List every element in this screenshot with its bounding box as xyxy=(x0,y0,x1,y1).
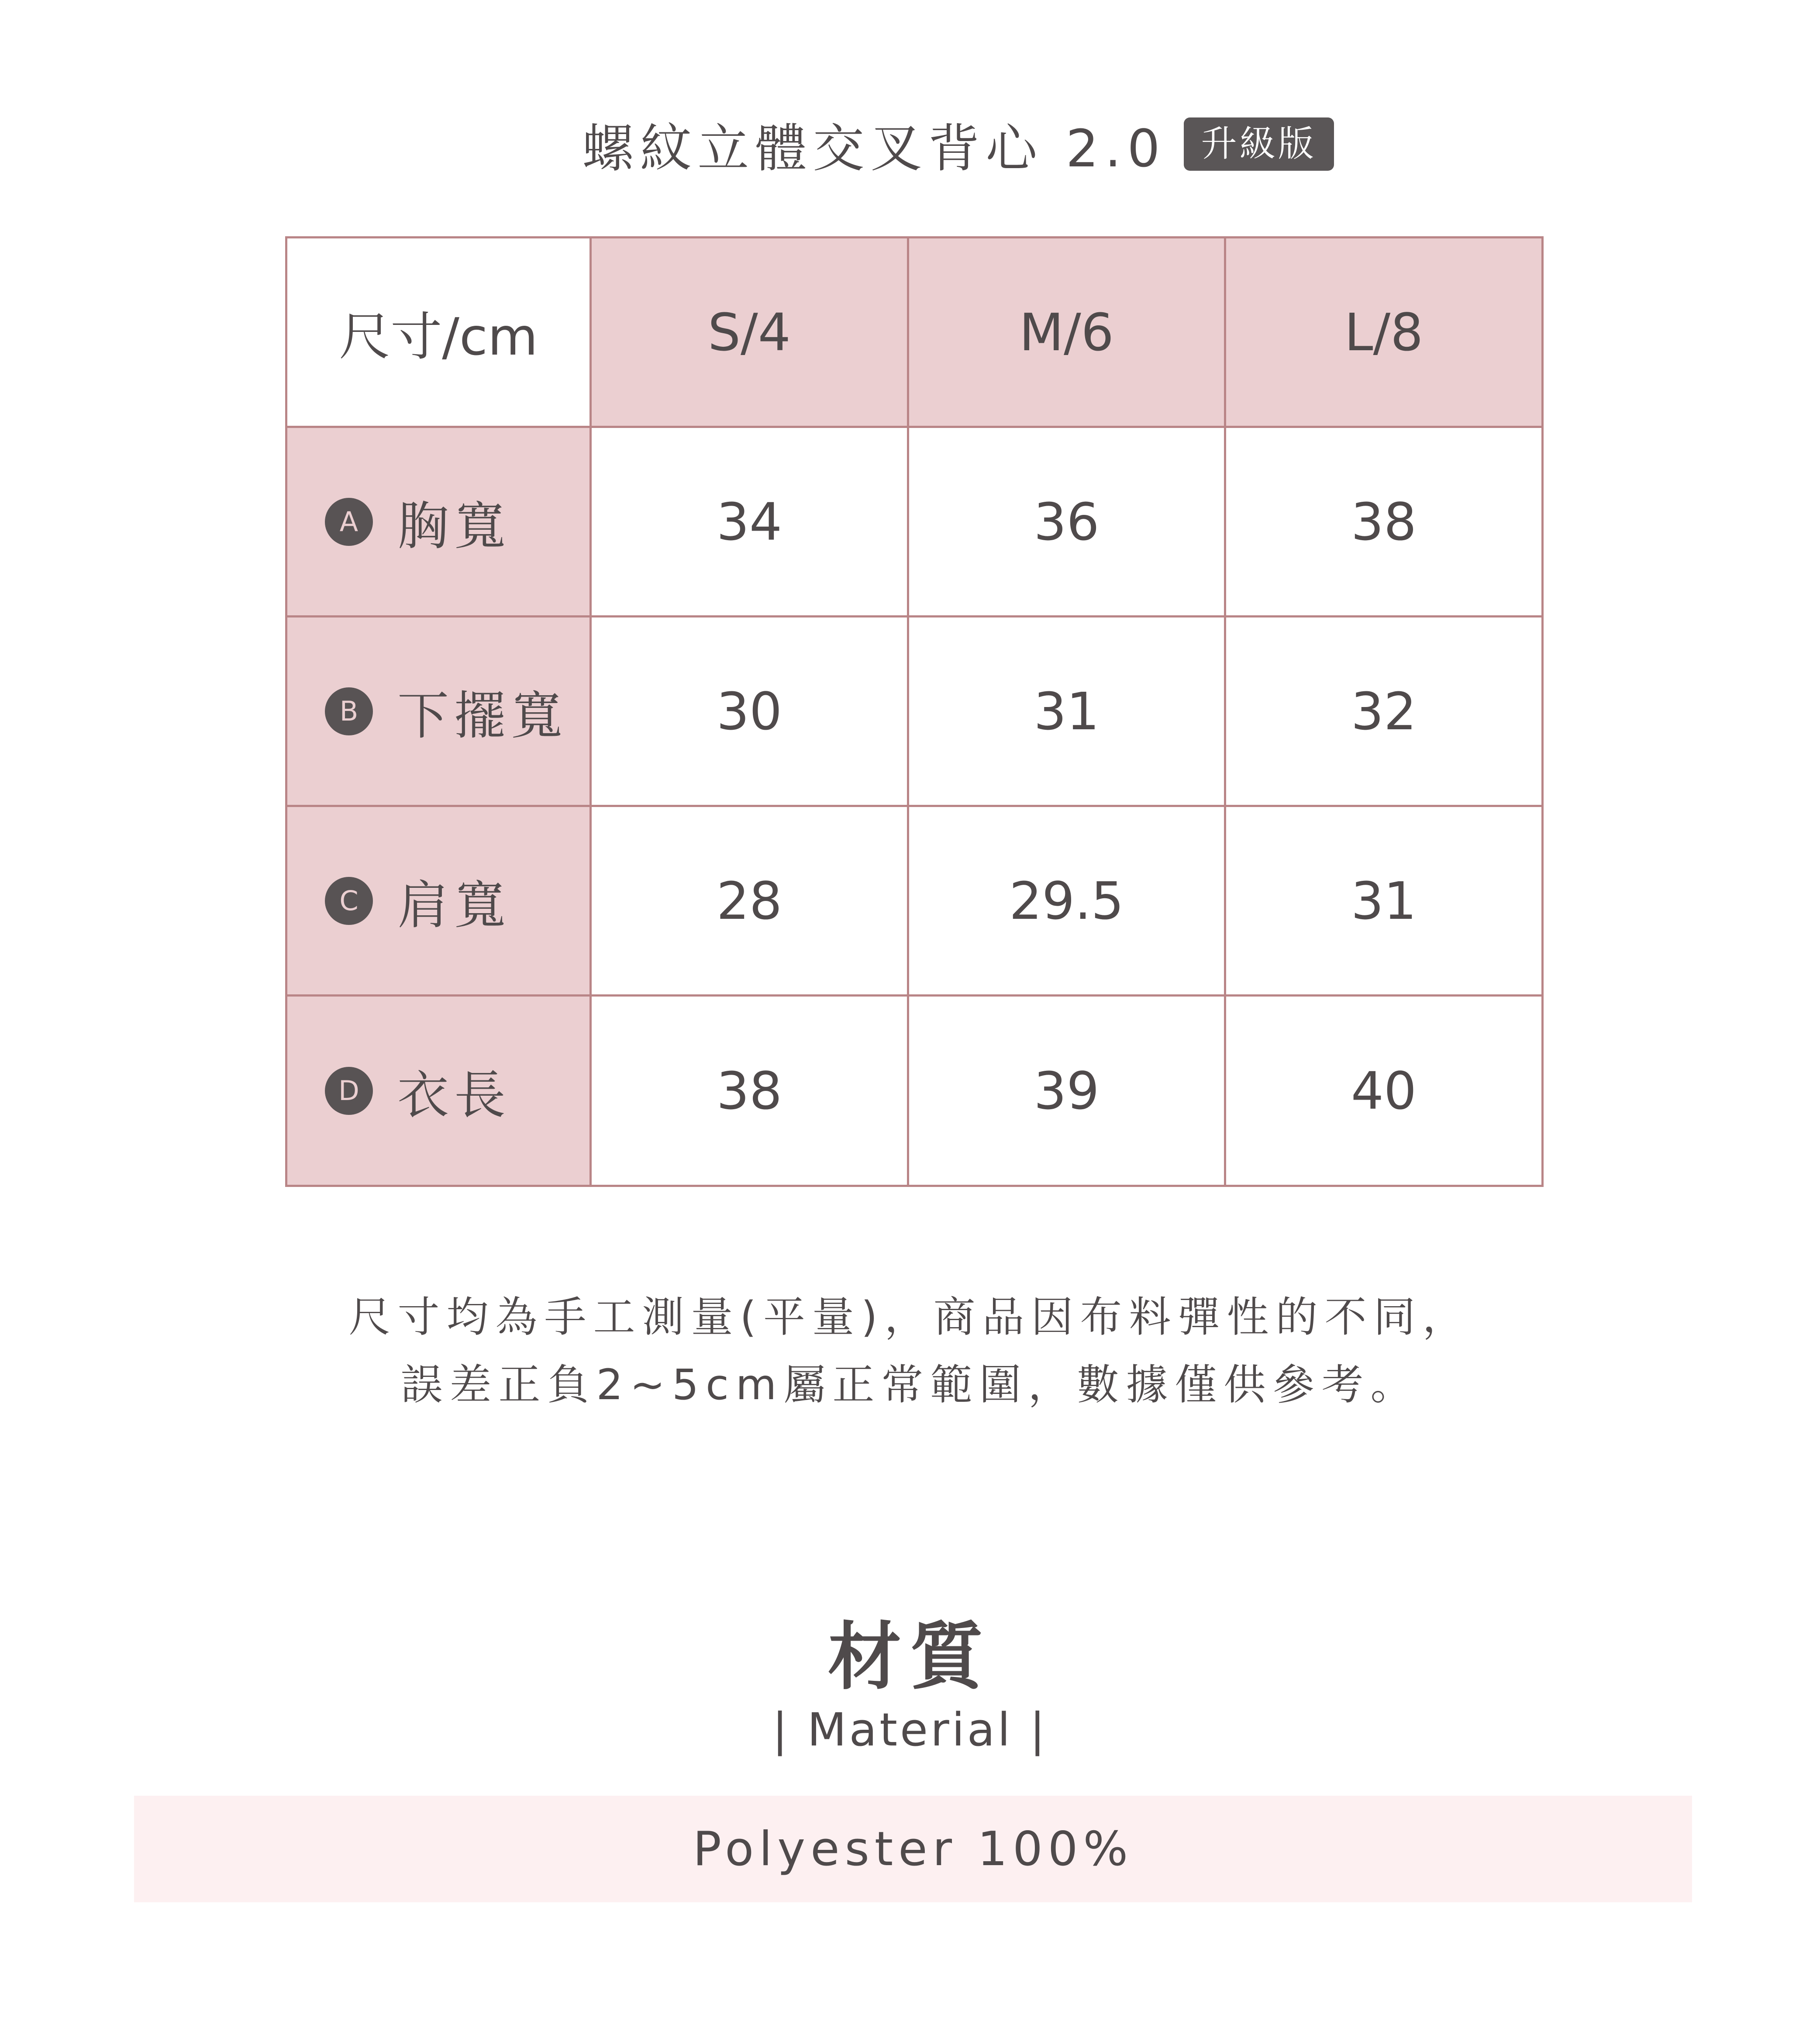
material-band xyxy=(134,1796,1692,1902)
size-column-m: M/6 xyxy=(908,238,1225,427)
material-heading: 材質 xyxy=(828,1614,992,1700)
upgrade-badge: 升級版 xyxy=(1184,117,1334,171)
table-cell: 31 xyxy=(908,617,1225,806)
table-cell: 39 xyxy=(908,996,1225,1186)
size-column-l: L/8 xyxy=(1225,238,1543,427)
table-cell: 40 xyxy=(1225,996,1543,1186)
size-unit-label: 尺寸/cm xyxy=(286,238,591,427)
row-header-chest: A 胸寬 xyxy=(286,427,591,617)
row-header-length: D 衣長 xyxy=(286,996,591,1186)
table-cell: 29.5 xyxy=(908,806,1225,996)
marker-c-icon: C xyxy=(325,877,373,925)
size-column-s: S/4 xyxy=(591,238,908,427)
table-cell: 30 xyxy=(591,617,908,806)
table-row-length xyxy=(286,996,1543,1186)
table-cell: 34 xyxy=(591,427,908,617)
material-subheading: | Material | xyxy=(772,1703,1048,1756)
table-row-hem xyxy=(286,617,1543,806)
table-cell: 31 xyxy=(1225,806,1543,996)
product-title: 螺紋立體交叉背心 2.0 xyxy=(582,118,1166,179)
material-value: Polyester 100% xyxy=(693,1821,1134,1876)
row-header-shoulder: C 肩寬 xyxy=(286,806,591,996)
table-row-chest xyxy=(286,427,1543,617)
measurement-note-line-1: 尺寸均為手工測量(平量)，商品因布料彈性的不同， xyxy=(348,1293,1472,1342)
table-cell: 32 xyxy=(1225,617,1543,806)
table-cell: 36 xyxy=(908,427,1225,617)
product-title-row xyxy=(0,109,1820,179)
table-cell: 38 xyxy=(591,996,908,1186)
measurement-note-line-2: 誤差正負2~5cm屬正常範圍，數據僅供參考。 xyxy=(400,1360,1420,1409)
table-row-shoulder xyxy=(286,806,1543,996)
marker-a-icon: A xyxy=(325,498,373,546)
size-header-row xyxy=(286,238,1543,427)
table-cell: 28 xyxy=(591,806,908,996)
marker-b-icon: B xyxy=(325,687,373,735)
marker-d-icon: D xyxy=(325,1067,373,1115)
size-chart-table xyxy=(285,236,1544,1187)
row-header-hem: B 下擺寬 xyxy=(286,617,591,806)
table-cell: 38 xyxy=(1225,427,1543,617)
